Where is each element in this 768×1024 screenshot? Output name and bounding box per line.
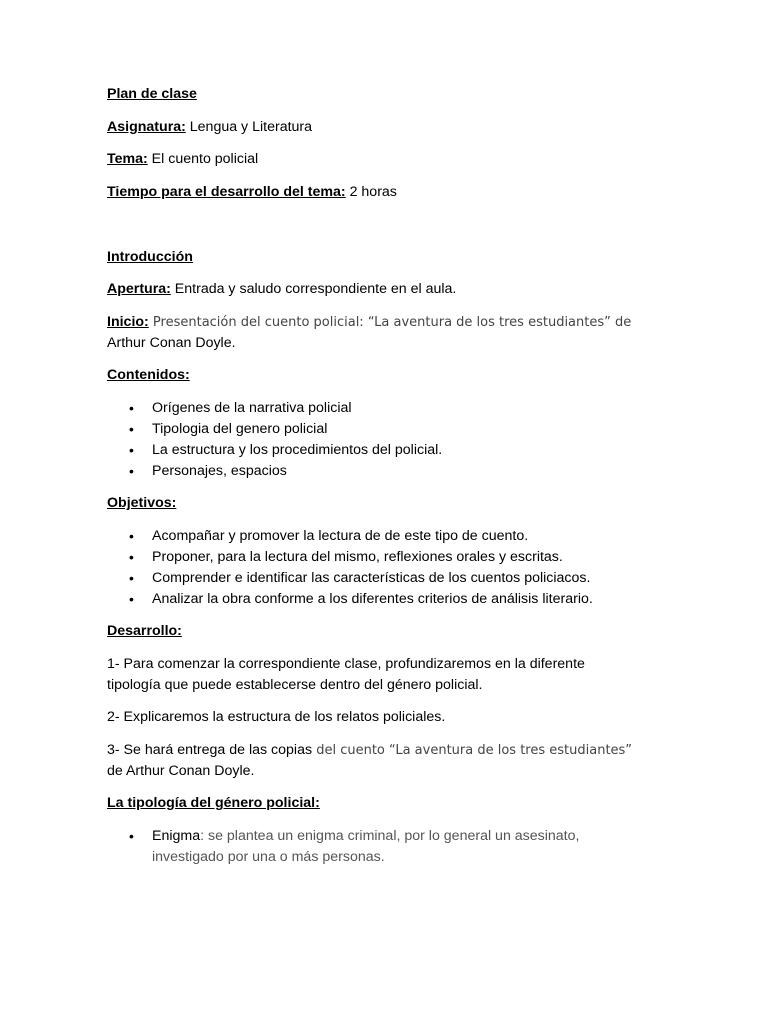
step3-line2: de Arthur Conan Doyle. <box>107 762 255 779</box>
bullet-icon: • <box>129 590 134 607</box>
list-item-text: Personajes, espacios <box>152 462 287 479</box>
intro-heading-line <box>107 247 667 268</box>
step3-text-b: del cuento “La aventura de los tres estudiantes” <box>312 742 633 758</box>
opening-label: Apertura: <box>107 281 171 297</box>
bullet-icon: • <box>129 420 134 437</box>
objectives-heading-line <box>107 493 667 514</box>
start-text-cont: Arthur Conan Doyle. <box>107 334 236 351</box>
time-label: Tiempo para el desarrollo del tema: <box>107 183 346 200</box>
typology-heading-line <box>107 793 667 814</box>
step1-line2: tipología que puede establecerse dentro del género policial. <box>107 676 483 693</box>
list-item-text: Proponer, para la lectura del mismo, reflexiones orales y escritas. <box>152 548 563 565</box>
typology-item-text-cont: investigado por una o más personas. <box>152 848 385 865</box>
list-item <box>107 461 667 482</box>
subject-line <box>107 117 667 138</box>
development-heading: Desarrollo: <box>107 623 182 639</box>
list-item <box>107 589 667 610</box>
list-item-text: Analizar la obra conforme a los diferentes criterios de análisis literario. <box>152 590 593 607</box>
typology-item-label: Enigma <box>152 827 201 844</box>
start-text: Presentación del cuento policial: “La aventura de los tres estudiantes” de <box>148 314 632 330</box>
bullet-icon: • <box>129 569 134 586</box>
bullet-icon: • <box>129 399 134 416</box>
bullet-icon: • <box>129 527 134 544</box>
development-step-3 <box>107 740 667 782</box>
list-item-text: La estructura y los procedimientos del policial. <box>152 441 443 458</box>
bullet-icon: • <box>129 548 134 565</box>
step3-text-a: 3- Se hará entrega de las copias <box>107 741 313 758</box>
bullet-icon: • <box>129 441 134 458</box>
list-item-text: Tipologia del genero policial <box>152 420 328 437</box>
intro-heading: Introducción <box>107 248 193 265</box>
list-item <box>107 398 667 419</box>
objectives-heading: Objetivos: <box>107 495 177 511</box>
document-page <box>107 84 667 879</box>
start-label: Inicio: <box>107 313 149 330</box>
development-step-1 <box>107 654 667 696</box>
topic-value: El cuento policial <box>147 151 259 167</box>
list-item <box>107 419 667 440</box>
list-item-text: Acompañar y promover la lectura de de este tipo de cuento. <box>152 527 529 544</box>
list-item-text: Comprender e identificar las características de los cuentos policiacos. <box>152 569 591 586</box>
contents-list <box>107 398 667 482</box>
objectives-list <box>107 526 667 610</box>
development-heading-line <box>107 621 667 642</box>
bullet-icon: • <box>129 462 134 479</box>
step2-text: 2- Explicaremos la estructura de los relatos policiales. <box>107 709 446 725</box>
document-title <box>107 84 667 105</box>
list-item <box>107 547 667 568</box>
typology-heading: La tipología del género policial: <box>107 795 320 811</box>
list-item <box>107 526 667 547</box>
typology-list <box>107 826 667 868</box>
opening-text: Entrada y saludo correspondiente en el aula. <box>170 281 457 297</box>
time-line <box>107 182 667 203</box>
typology-item-text: : se plantea un enigma criminal, por lo general un asesinato, <box>200 827 580 844</box>
topic-label: Tema: <box>107 151 148 167</box>
list-item <box>107 440 667 461</box>
subject-value: Lengua y Literatura <box>185 118 313 135</box>
start-paragraph <box>107 312 667 354</box>
time-value: 2 horas <box>345 183 397 200</box>
bullet-icon: • <box>129 827 134 844</box>
contents-heading: Contenidos: <box>107 367 190 383</box>
topic-line <box>107 149 667 170</box>
plan-title: Plan de clase <box>107 86 197 102</box>
list-item-text: Orígenes de la narrativa policial <box>152 399 352 416</box>
opening-line <box>107 279 667 300</box>
development-step-2 <box>107 707 667 728</box>
contents-heading-line <box>107 365 667 386</box>
list-item <box>107 826 667 868</box>
subject-label: Asignatura: <box>107 118 186 135</box>
list-item <box>107 568 667 589</box>
step1-line1: 1- Para comenzar la correspondiente clase, profundizaremos en la diferente <box>107 655 585 672</box>
